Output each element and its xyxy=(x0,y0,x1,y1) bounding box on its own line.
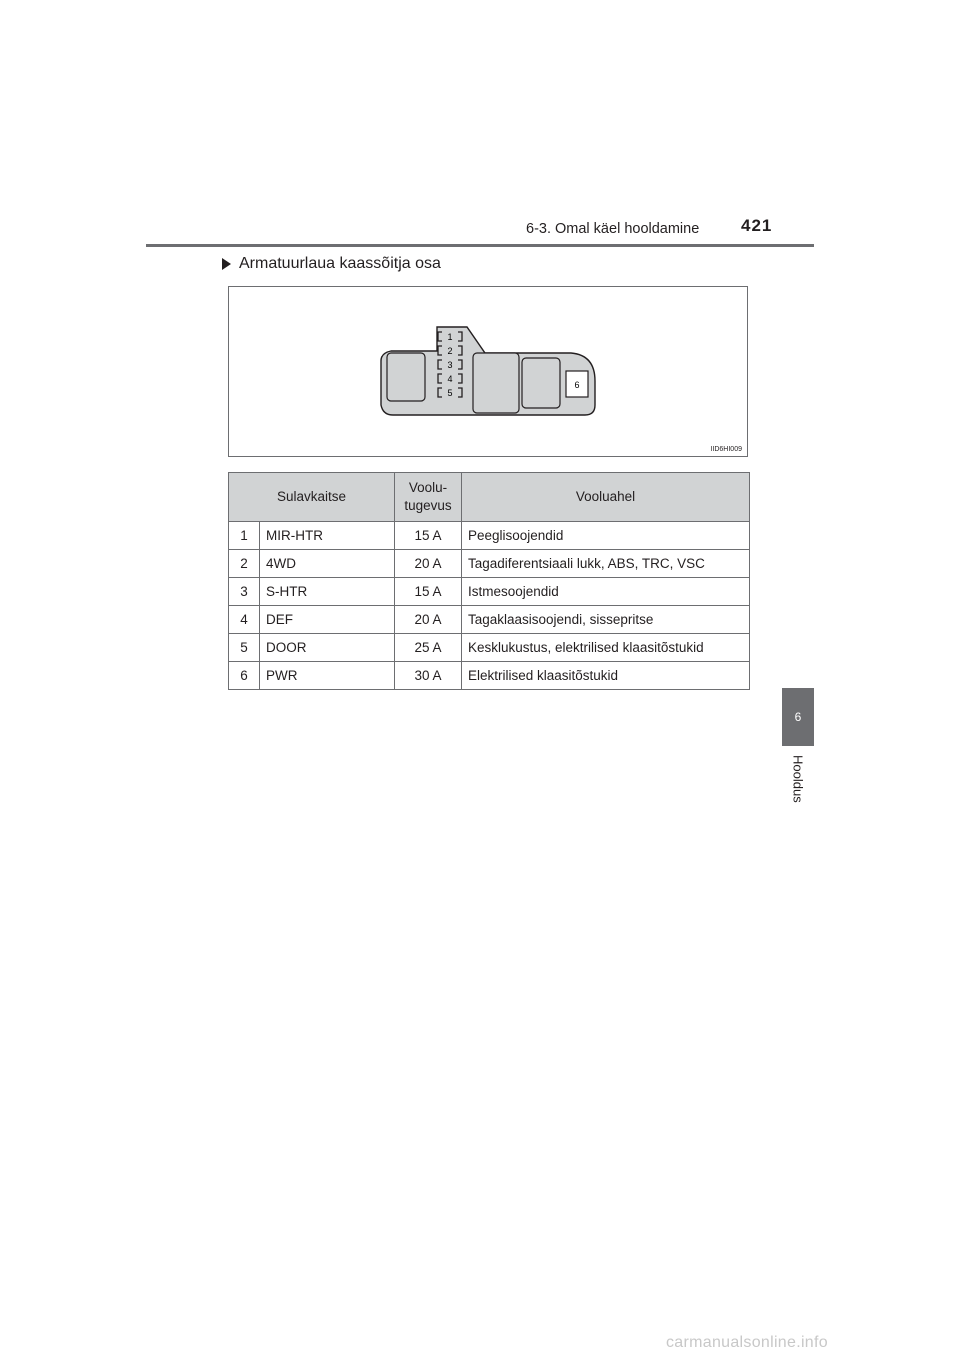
section-heading-text: Armatuurlaua kaassõitja osa xyxy=(239,255,441,272)
fuse-label-4: 4 xyxy=(447,374,453,384)
table-row xyxy=(229,550,750,578)
header-fuse: Sulavkaitse xyxy=(229,473,395,522)
row-circuit: Tagadiferentsiaali lukk, ABS, TRC, VSC xyxy=(462,550,750,578)
row-fuse-name: S-HTR xyxy=(260,578,395,606)
row-fuse-name: DEF xyxy=(260,606,395,634)
header-title: 6-3. Omal käel hooldamine xyxy=(526,221,700,237)
row-amperage: 20 A xyxy=(395,550,462,578)
watermark: carmanualsonline.info xyxy=(666,1334,828,1351)
row-circuit: Tagaklaasisoojendi, sissepritse xyxy=(462,606,750,634)
fuse-label-3: 3 xyxy=(447,360,453,370)
row-number: 4 xyxy=(229,606,260,634)
triangle-bullet-icon xyxy=(222,258,231,270)
row-amperage: 20 A xyxy=(395,606,462,634)
fuse-table xyxy=(228,472,750,690)
row-amperage: 15 A xyxy=(395,522,462,550)
header-amperage-line2: tugevus xyxy=(404,498,452,513)
row-circuit: Elektrilised klaasitõstukid xyxy=(462,662,750,690)
row-fuse-name: MIR-HTR xyxy=(260,522,395,550)
header-amperage xyxy=(395,473,462,522)
row-circuit: Kesklukustus, elektrilised klaasitõstukid xyxy=(462,634,750,662)
header-amperage-line1: Voolu- xyxy=(408,480,448,495)
fuse-box-figure xyxy=(228,286,748,457)
fuse-label-5: 5 xyxy=(447,388,453,398)
row-number: 5 xyxy=(229,634,260,662)
header-rule xyxy=(146,244,814,247)
table-row xyxy=(229,606,750,634)
relay-center xyxy=(473,353,519,413)
figure-id: IID6HI009 xyxy=(710,446,742,453)
row-number: 3 xyxy=(229,578,260,606)
row-amperage: 25 A xyxy=(395,634,462,662)
table-row xyxy=(229,522,750,550)
page-number: 421 xyxy=(741,216,773,235)
table-row xyxy=(229,578,750,606)
fuse-label-6: 6 xyxy=(574,380,580,390)
row-fuse-name: 4WD xyxy=(260,550,395,578)
table-row xyxy=(229,662,750,690)
row-amperage: 30 A xyxy=(395,662,462,690)
relay-right xyxy=(522,358,560,408)
relay-left xyxy=(387,353,425,401)
header-circuit: Vooluahel xyxy=(462,473,750,522)
row-circuit: Peeglisoojendid xyxy=(462,522,750,550)
fuse-label-2: 2 xyxy=(447,346,453,356)
table-header-row xyxy=(229,473,750,522)
row-number: 6 xyxy=(229,662,260,690)
chapter-label: Hooldus xyxy=(790,755,806,803)
fuse-label-1: 1 xyxy=(447,332,453,342)
row-circuit: Istmesoojendid xyxy=(462,578,750,606)
row-fuse-name: PWR xyxy=(260,662,395,690)
row-number: 1 xyxy=(229,522,260,550)
row-amperage: 15 A xyxy=(395,578,462,606)
row-fuse-name: DOOR xyxy=(260,634,395,662)
table-row xyxy=(229,634,750,662)
fuse-slot-6 xyxy=(566,371,588,397)
row-number: 2 xyxy=(229,550,260,578)
fuse-box-diagram xyxy=(229,287,749,458)
chapter-tab: 6 xyxy=(782,688,814,746)
section-heading xyxy=(222,255,441,273)
